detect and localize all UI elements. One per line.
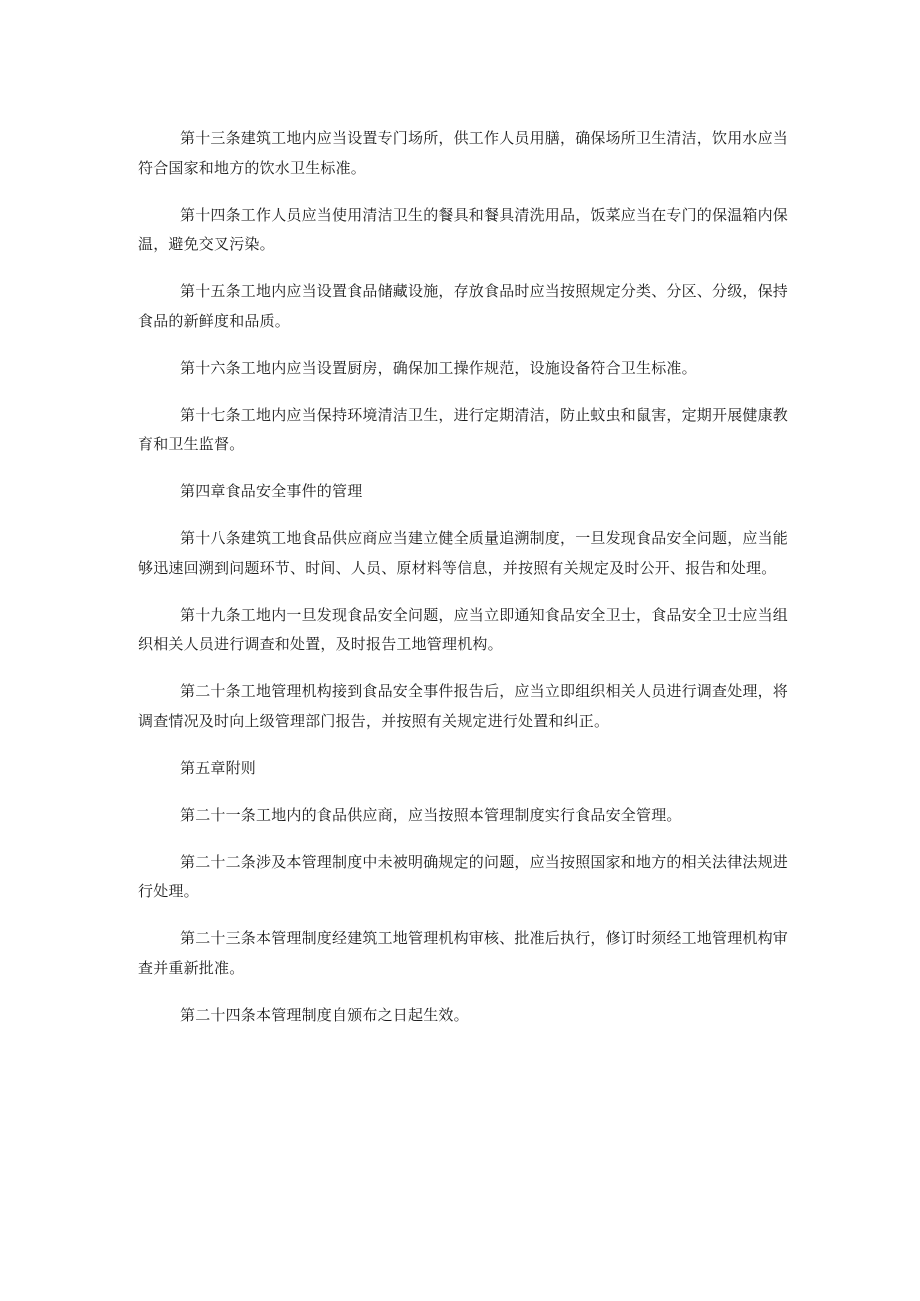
article-20: 第二十条工地管理机构接到食品安全事件报告后，应当立即组织相关人员进行调查处理，将调查情况及时向上级管理部门报告，并按照有关规定进行处置和纠正。 bbox=[138, 682, 789, 730]
article-18: 第十八条建筑工地食品供应商应当建立健全质量追溯制度，一旦发现食品安全问题，应当能够迅速回溯到问题环节、时间、人员、原材料等信息，并按照有关规定及时公开、报告和处理。 bbox=[138, 529, 789, 577]
article-19: 第十九条工地内一旦发现食品安全问题，应当立即通知食品安全卫士，食品安全卫士应当组织相关人员进行调查和处置，及时报告工地管理机构。 bbox=[138, 605, 789, 653]
document-body bbox=[138, 124, 788, 1048]
article-13: 第十三条建筑工地内应当设置专门场所，供工作人员用膳，确保场所卫生清洁，饮用水应当符合国家和地方的饮水卫生标准。 bbox=[138, 129, 789, 177]
chapter-4-heading: 第四章食品安全事件的管理 bbox=[180, 482, 363, 500]
chapter-5-heading: 第五章附则 bbox=[180, 758, 257, 777]
article-15: 第十五条工地内应当设置食品储藏设施，存放食品时应当按照规定分类、分区、分级，保持食品的新鲜度和品质。 bbox=[138, 282, 789, 330]
article-17: 第十七条工地内应当保持环境清洁卫生，进行定期清洁，防止蚊虫和鼠害，定期开展健康教育和卫生监督。 bbox=[138, 405, 789, 453]
article-23: 第二十三条本管理制度经建筑工地管理机构审核、批准后执行，修订时须经工地管理机构审查并重新批准。 bbox=[138, 929, 789, 977]
article-22: 第二十二条涉及本管理制度中未被明确规定的问题，应当按照国家和地方的相关法律法规进行处理。 bbox=[138, 852, 789, 900]
article-24: 第二十四条本管理制度自颁布之日起生效。 bbox=[180, 1005, 469, 1024]
article-14: 第十四条工作人员应当使用清洁卫生的餐具和餐具清洗用品，饭菜应当在专门的保温箱内保温，避免交叉污染。 bbox=[138, 205, 789, 253]
article-21: 第二十一条工地内的食品供应商，应当按照本管理制度实行食品安全管理。 bbox=[180, 805, 682, 824]
article-16: 第十六条工地内应当设置厨房，确保加工操作规范，设施设备符合卫生标准。 bbox=[180, 358, 697, 377]
